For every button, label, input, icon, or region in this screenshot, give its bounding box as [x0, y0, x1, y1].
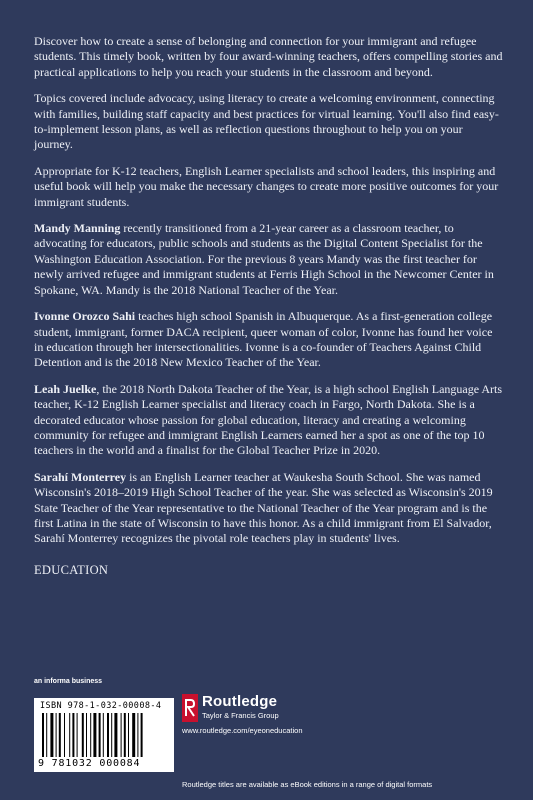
blurb-paragraph-1: Discover how to create a sense of belonging and connection for your immigrant and refugee students. This timely book, written by four award-winning teachers, offers compelling stories and practical applications to help you reach your students in the classroom and beyond.: [34, 34, 503, 79]
author-bio-text: teaches high school Spanish in Albuquerque. As a first-generation college student, immigrant, former DACA recipient, queer woman of color, Ivonne has found her voice in education through her intersectionalities. Ivonne is a co-founder of Teachers Against Child Detention and is the 2018 New Mexico Teacher of the Year.: [34, 309, 493, 370]
author-name: Leah Juelke: [34, 381, 97, 396]
author-name: Ivonne Orozco Sahi: [34, 309, 136, 324]
author-bio-manning: [34, 221, 504, 298]
isbn-label: ISBN 978-1-032-00008-4: [40, 701, 162, 711]
barcode: [42, 713, 166, 757]
ebook-note: Routledge titles are available as eBook editions in a range of digital formats: [182, 780, 433, 789]
author-bio-juelke: [34, 382, 504, 459]
publisher-brand: [202, 693, 279, 720]
isbn-digits: 9 781032 000084: [38, 758, 141, 769]
cover-footer: [0, 672, 533, 800]
publisher-url: www.routledge.com/eyeoneducation: [182, 726, 303, 735]
blurb-paragraph-3: Appropriate for K-12 teachers, English Learner specialists and school leaders, this inspiring and useful book will help you make the necessary changes to create more positive outcomes for your immigrant students.: [34, 163, 499, 209]
author-bio-text: is an English Learner teacher at Waukesha South School. She was named Wisconsin's 2018–2019 High School Teacher of the year. She was selected as Wisconsin's 2019 State Teacher of the Year representative to the National Teacher of the Year program and is the first Latina in the state of Wisconsin to have this honor. As a child immigrant from El Salvador, Sarahí Monterrey recognizes the pivotal role teachers play in students' lives.: [34, 469, 493, 546]
author-bio-monterrey: [34, 470, 504, 547]
author-bio-orozco-sahi: [34, 309, 504, 371]
author-bio-text: , the 2018 North Dakota Teacher of the Year, is a high school English Language Arts teacher, K-12 English Learner specialist and literacy coach in Fargo, North Dakota. She is a decorated educator whose passion for global education, literacy and creating a welcoming community for refugee and immigrant English Learners earned her a spot as one of the top 10 teachers in the world and a finalist for the Global Teacher Prize in 2020.: [34, 381, 503, 458]
routledge-logo-icon: [182, 694, 198, 722]
author-name: Mandy Manning: [34, 221, 121, 236]
author-name: Sarahí Monterrey: [34, 469, 127, 484]
isbn-barcode: [34, 698, 174, 772]
author-bio-text: recently transitioned from a 21-year career as a classroom teacher, to advocating for educators, public schools and students as the Digital Content Specialist for the Washington Education Association. For the previous 8 years Mandy was the first teacher for newly arrived refugee and immigrant students at Ferris High School in the Newcomer Center in Spokane, WA. Mandy is the 2018 National Teacher of the Year.: [34, 221, 494, 297]
category-label: EDUCATION: [34, 562, 109, 577]
publisher-name: Routledge: [202, 693, 278, 710]
blurb-paragraph-2: Topics covered include advocacy, using literacy to create a welcoming environment, connecting with families, building staff capacity and best practices for virtual learning. You'll also find easy-to-implement lesson plans, as well as reflection questions throughout to help you on your journey.: [34, 91, 499, 152]
publisher-group: Taylor & Francis Group: [202, 711, 279, 720]
back-cover-text: [34, 34, 504, 578]
informa-tagline: an informa business: [34, 678, 103, 685]
